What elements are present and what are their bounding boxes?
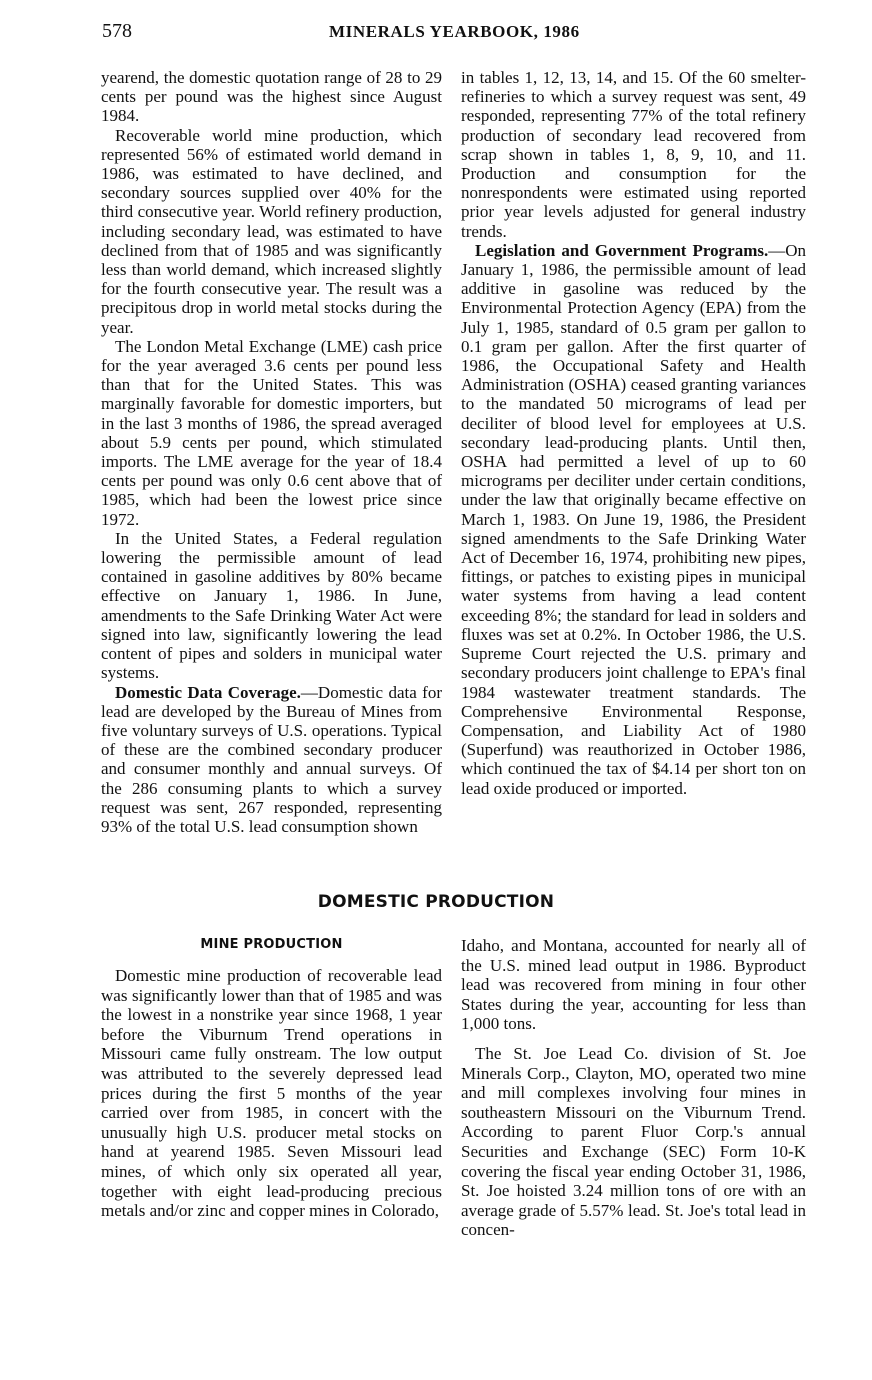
subsection-heading: MINE PRODUCTION: [200, 937, 343, 952]
page-number: 578: [102, 20, 132, 42]
paragraph-text: —Domestic data for lead are developed by the Bureau of Mines from five voluntary surveys of U.S. operations. Typical of these are the combined secondary producer and consumer monthly and annual surveys. Of the 286 consuming plants to which a survey request was sent, 267 responded, representing 93% of the total U.S. lead consumption shown: [101, 682, 442, 836]
lower-left-column: [101, 966, 442, 1221]
left-column: [101, 68, 442, 836]
paragraph: [461, 241, 806, 798]
paragraph: In the United States, a Federal regulation lowering the permissible amount of lead contained in gasoline additives by 80% became effective on January 1, 1986. In June, amendments to the Safe Drinking Water Act were signed into law, significantly lowering the lead content of pipes and solders in municipal water systems.: [101, 528, 442, 683]
paragraph: in tables 1, 12, 13, 14, and 15. Of the 60 smelter-refineries to which a survey request was sent, 49 responded, representing 77% of the total refinery production of secondary lead recovered from scrap shown in tables 1, 8, 9, 10, and 11. Production and consumption for the nonrespondents were estimated using reported prior year levels adjusted for general industry trends.: [461, 68, 806, 241]
paragraph: Recoverable world mine production, which represented 56% of estimated world demand in 1986, was estimated to have declined, and secondary sources supplied over 40% for the third consecutive year. World refinery production, including secondary lead, was estimated to have declined from that of 1985 and was significantly less than world demand, which increased slightly for the fourth consecutive year. The result was a precipitous drop in world metal stocks during the year.: [101, 125, 442, 337]
paragraph-text: —On January 1, 1986, the permissible amount of lead additive in gasoline was reduced by the Environmental Protection Agency (EPA) from the July 1, 1985, standard of 0.5 gram per gallon to 0.1 gram per gallon. After the first quarter of 1986, the Occupational Safety and Health Administration (OSHA) ceased granting variances to the mandated 50 micrograms of lead per deciliter of blood level for employees at U.S. secondary lead-producing plants. Until then, OSHA had permitted a level of up to 60 micrograms per deciliter under certain conditions, under the law that originally became effective on March 1, 1983. On June 19, 1986, the President signed amendments to the Safe Drinking Water Act of December 16, 1974, prohibiting new pipes, fittings, or patches to existing pipes in municipal water systems from having a lead content exceeding 8%; the standard for lead in solders and fluxes was set at 0.2%. In October 1986, the U.S. Supreme Court rejected the U.S. primary and secondary producers joint challenge to EPA's final 1984 wastewater treatment standards. The Comprehensive Environmental Response, Compensation, and Liability Act of 1980 (Superfund) was reauthorized in October 1986, which continued the tax of $4.14 per short ton on lead oxide produced or imported.: [461, 240, 806, 798]
paragraph: Domestic mine production of recoverable lead was significantly lower than that of 1985 and was the lowest in a nonstrike year since 1968, 1 year before the Viburnum Trend operations in Missouri came fully onstream. The low output was attributed to the severely depressed lead prices during the first 5 months of the year carried over from 1985, in concert with the unusually high U.S. producer metal stocks on hand at yearend 1985. Seven Missouri lead mines, of which only six operated all year, together with eight lead-producing precious metals and/or zinc and copper mines in Colorado,: [101, 966, 442, 1221]
paragraph: Idaho, and Montana, accounted for nearly all of the U.S. mined lead output in 1986. Byproduct lead was recovered from mining in four other States during the year, accounting for less than 1,000 tons.: [461, 936, 806, 1034]
paragraph: yearend, the domestic quotation range of 28 to 29 cents per pound was the highest since August 1984.: [101, 68, 442, 126]
paragraph: [101, 683, 442, 837]
run-in-heading: Domestic Data Coverage.: [115, 682, 301, 702]
run-in-heading: Legislation and Government Programs.: [475, 240, 769, 260]
paragraph: The St. Joe Lead Co. division of St. Joe Minerals Corp., Clayton, MO, operated two mine and mill complexes involving four mines in southeastern Missouri on the Viburnum Trend. According to parent Fluor Corp.'s annual Securities and Exchange (SEC) Form 10-K covering the fiscal year ending October 31, 1986, St. Joe hoisted 3.24 million tons of ore with an average grade of 5.57% lead. St. Joe's total lead in concen-: [461, 1043, 806, 1240]
running-header-title: MINERALS YEARBOOK, 1986: [329, 22, 580, 41]
lower-right-column: [461, 936, 806, 1240]
section-heading: DOMESTIC PRODUCTION: [317, 892, 555, 912]
right-column: [461, 68, 806, 798]
paragraph: The London Metal Exchange (LME) cash price for the year averaged 3.6 cents per pound less than that for the United States. This was marginally favorable for domestic importers, but in the last 3 months of 1986, the spread averaged about 5.9 cents per pound, which stimulated imports. The LME average for the year of 18.4 cents per pound was only 0.6 cent above that of 1985, which had been the lowest price since 1972.: [101, 336, 442, 529]
